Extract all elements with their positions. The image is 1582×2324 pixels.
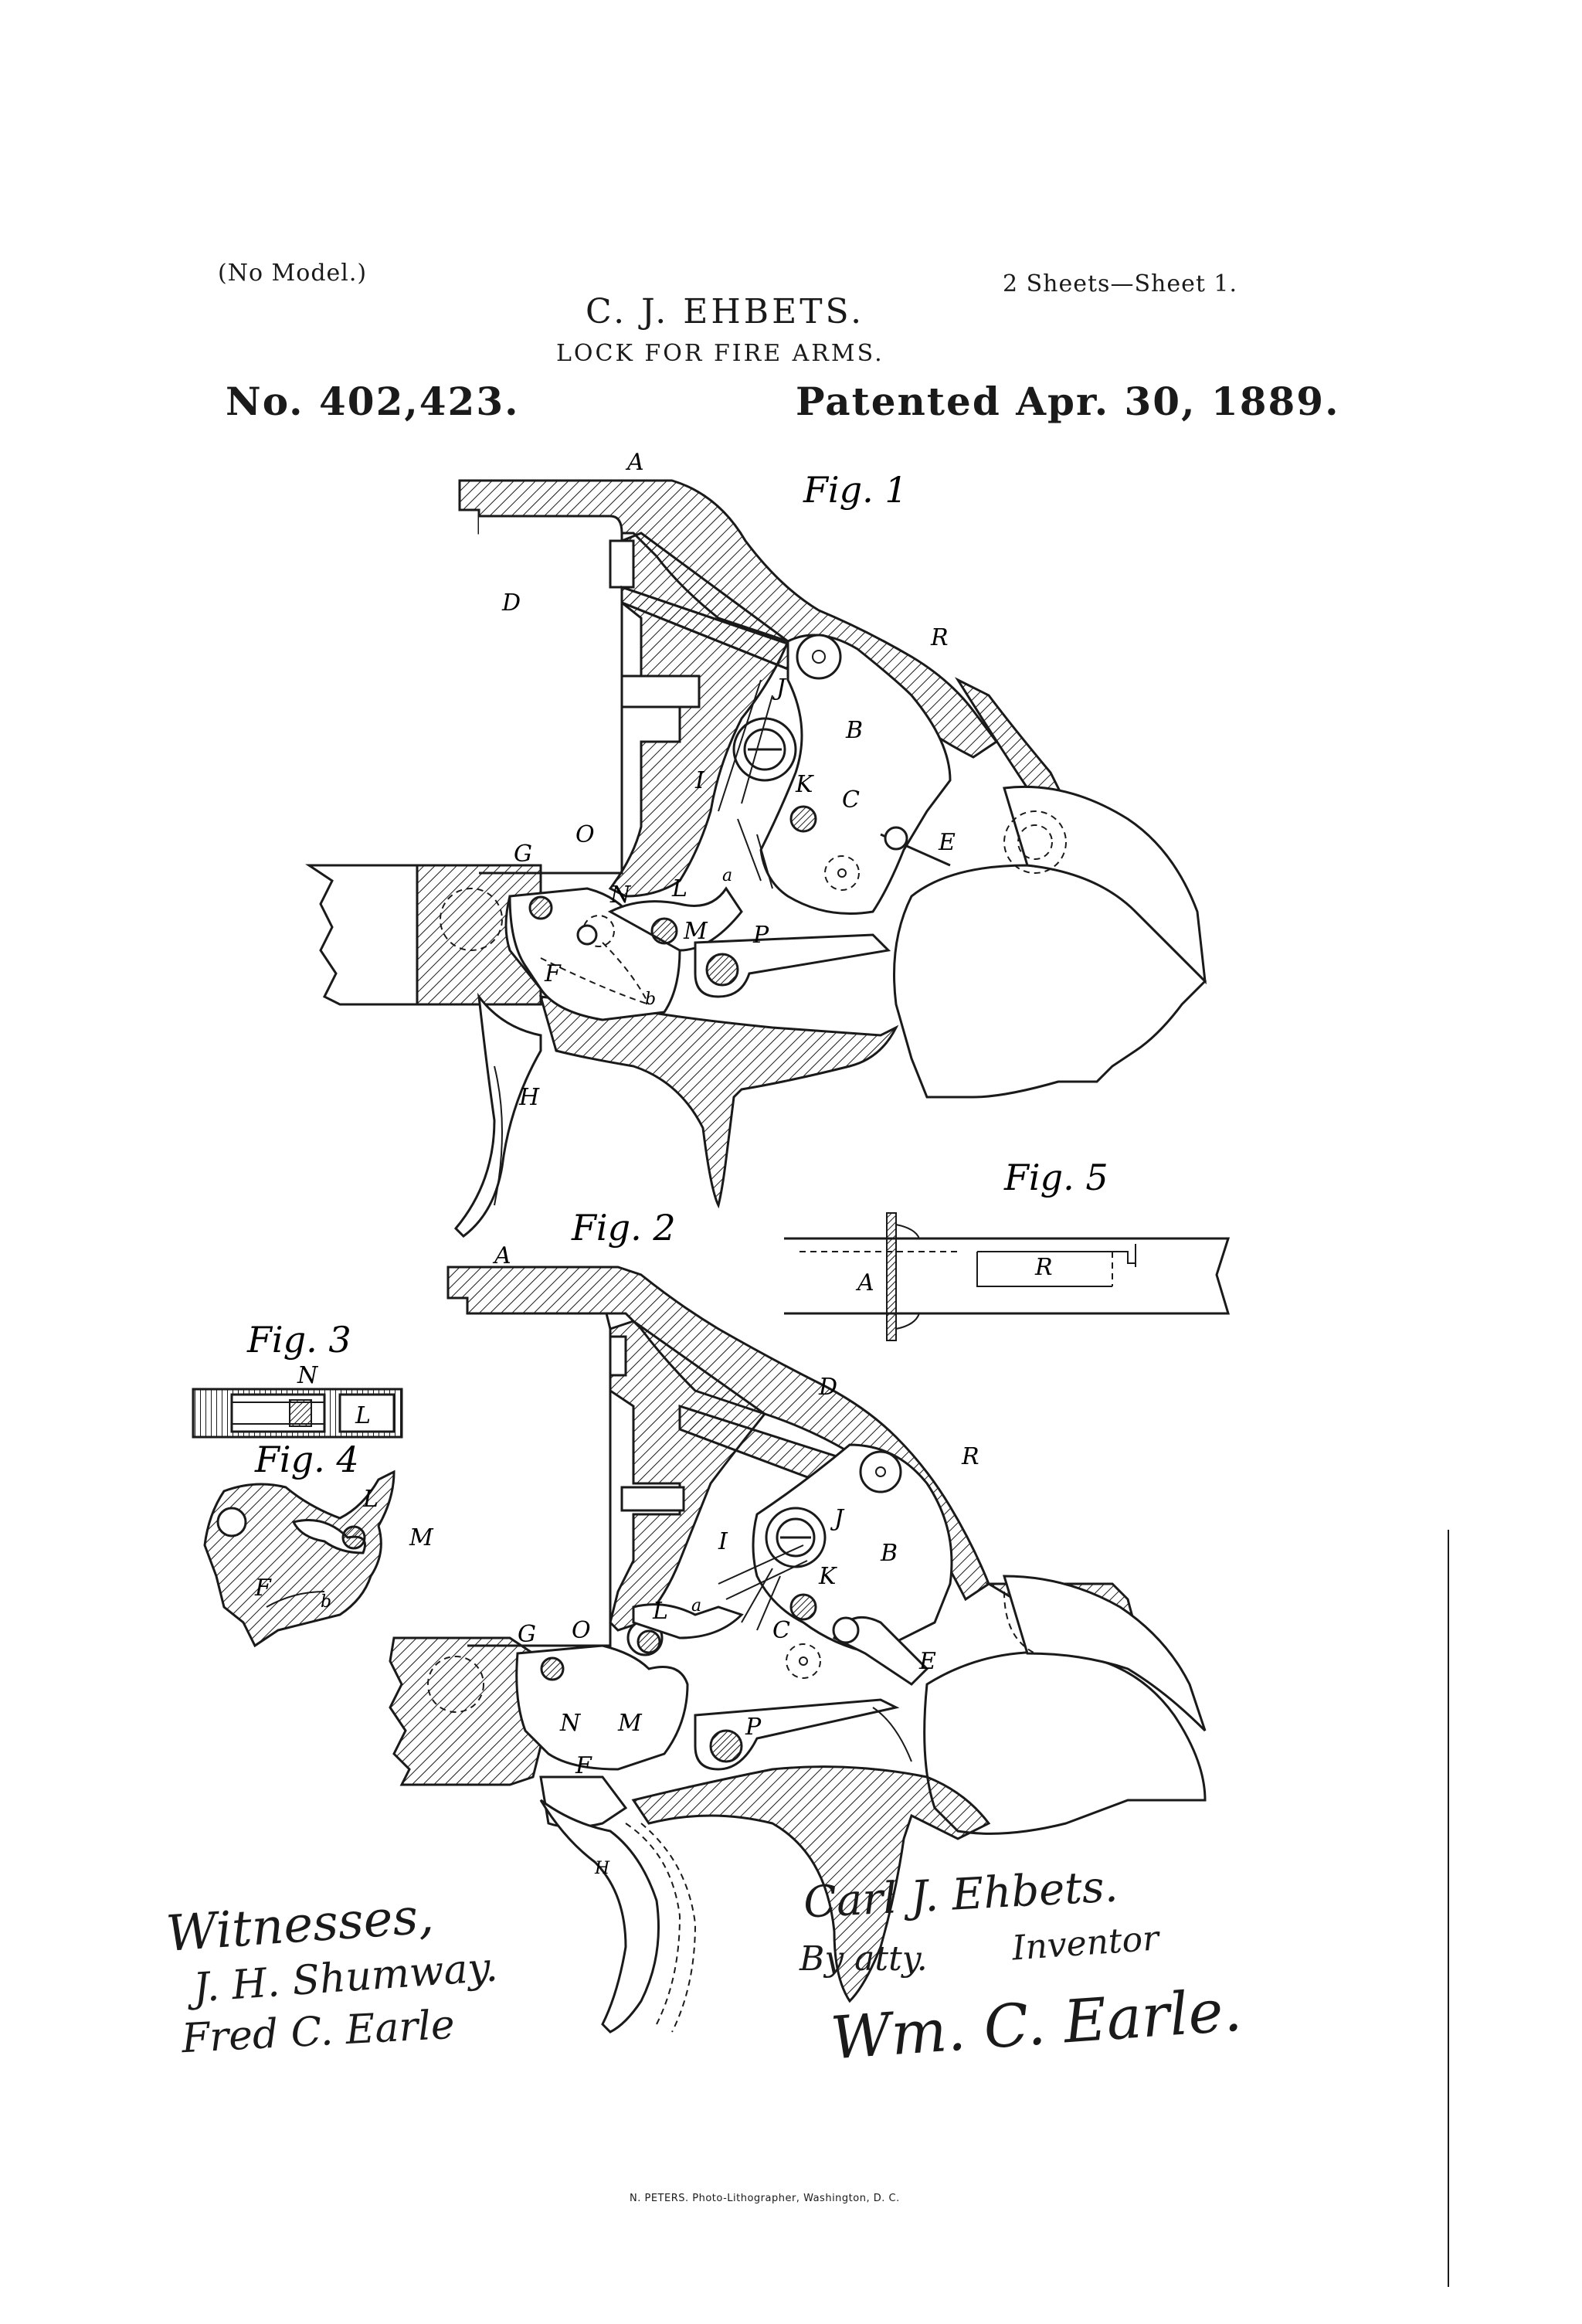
printer-credit: N. PETERS. Photo-Lithographer, Washington, D. C. bbox=[630, 2193, 900, 2204]
part-label-R-fig5: R bbox=[1035, 1254, 1053, 1281]
part-label-R-fig1: R bbox=[931, 624, 949, 651]
patent-title: LOCK FOR FIRE ARMS. bbox=[556, 340, 884, 367]
part-label-I-fig1: I bbox=[695, 767, 704, 794]
part-label-C-fig1: C bbox=[842, 787, 860, 814]
part-label-F-fig1: F bbox=[545, 960, 561, 987]
part-label-L-fig3: L bbox=[355, 1402, 371, 1429]
witness-2-signature: Fred C. Earle bbox=[180, 2001, 457, 2063]
part-label-L-fig1: L bbox=[672, 875, 687, 902]
part-label-C-fig2: C bbox=[772, 1617, 790, 1644]
part-label-A-fig1: A bbox=[627, 449, 644, 476]
model-note: (No Model.) bbox=[218, 260, 368, 287]
trigger-guard bbox=[541, 997, 896, 1205]
part-label-L-fig2: L bbox=[653, 1598, 668, 1625]
part-label-a-fig1: a bbox=[722, 866, 733, 885]
fig1-label: Fig. 1 bbox=[803, 469, 908, 511]
trigger-H-fig2 bbox=[541, 1800, 659, 2032]
part-label-L-fig4: L bbox=[363, 1486, 379, 1513]
patent-date: Patented Apr. 30, 1889. bbox=[796, 379, 1340, 424]
part-label-A-fig2: A bbox=[494, 1242, 511, 1269]
figure-1 bbox=[309, 481, 1205, 1236]
part-label-G-fig2: G bbox=[518, 1621, 536, 1648]
part-label-H-fig2: H bbox=[595, 1859, 610, 1878]
figure-5 bbox=[784, 1213, 1228, 1340]
part-label-K-fig1: K bbox=[796, 771, 813, 798]
part-label-b-fig1: b bbox=[645, 990, 657, 1009]
part-label-H-fig1: H bbox=[519, 1084, 540, 1111]
part-label-E-fig2: E bbox=[919, 1648, 936, 1675]
part-label-M-fig1: M bbox=[684, 918, 708, 945]
part-label-J-fig1: J bbox=[776, 674, 786, 702]
part-label-M-fig4: M bbox=[409, 1524, 433, 1551]
part-label-N-fig3: N bbox=[297, 1362, 318, 1389]
sheet-number: 2 Sheets—Sheet 1. bbox=[1003, 270, 1238, 297]
part-label-M-fig2: M bbox=[618, 1710, 642, 1737]
witness-1-signature: J. H. Shumway. bbox=[192, 1944, 500, 2012]
witnesses-label: Witnesses, bbox=[164, 1887, 436, 1964]
part-label-N-fig1: N bbox=[610, 882, 631, 909]
patent-number: No. 402,423. bbox=[226, 379, 520, 424]
part-label-O-fig2: O bbox=[572, 1617, 591, 1644]
by-attorney-label: By atty. bbox=[799, 1939, 928, 1979]
grip-fig1 bbox=[309, 865, 417, 1004]
part-label-R-fig2: R bbox=[962, 1443, 979, 1470]
attorney-signature: Wm. C. Earle. bbox=[828, 1975, 1244, 2073]
fig3-label: Fig. 3 bbox=[247, 1319, 351, 1361]
part-label-A-fig5: A bbox=[857, 1269, 874, 1296]
part-label-B-fig1: B bbox=[846, 717, 864, 744]
inventor-name: C. J. EHBETS. bbox=[586, 292, 865, 331]
figure-2 bbox=[390, 1267, 1205, 2032]
part-label-D-fig1: D bbox=[502, 589, 521, 617]
part-label-F-fig2: F bbox=[575, 1752, 592, 1779]
part-label-D-fig2: D bbox=[819, 1374, 838, 1401]
part-label-B-fig2: B bbox=[881, 1540, 898, 1567]
cylinder-window bbox=[479, 516, 622, 873]
part-label-K-fig2: K bbox=[819, 1563, 837, 1590]
part-label-J-fig2: J bbox=[834, 1505, 844, 1532]
part-label-G-fig1: G bbox=[514, 841, 532, 868]
part-label-F-fig4: F bbox=[255, 1575, 271, 1602]
part-label-P-fig1: P bbox=[753, 922, 769, 949]
part-label-O-fig1: O bbox=[575, 821, 595, 848]
part-label-N-fig2: N bbox=[560, 1710, 581, 1737]
fig2-label: Fig. 2 bbox=[572, 1207, 676, 1249]
part-label-P-fig2: P bbox=[745, 1714, 762, 1741]
part-label-a-fig2: a bbox=[691, 1596, 702, 1616]
cylinder-window-fig2 bbox=[467, 1313, 610, 1646]
part-label-E-fig1: E bbox=[939, 829, 956, 856]
part-label-b-fig4: b bbox=[321, 1592, 332, 1612]
part-label-I-fig2: I bbox=[718, 1528, 728, 1555]
inventor-label: Inventor bbox=[1010, 1918, 1160, 1969]
fig5-label: Fig. 5 bbox=[1004, 1157, 1108, 1198]
inventor-signature: Carl J. Ehbets. bbox=[802, 1861, 1119, 1928]
trigger-H bbox=[456, 997, 541, 1236]
fig4-label: Fig. 4 bbox=[255, 1439, 359, 1480]
